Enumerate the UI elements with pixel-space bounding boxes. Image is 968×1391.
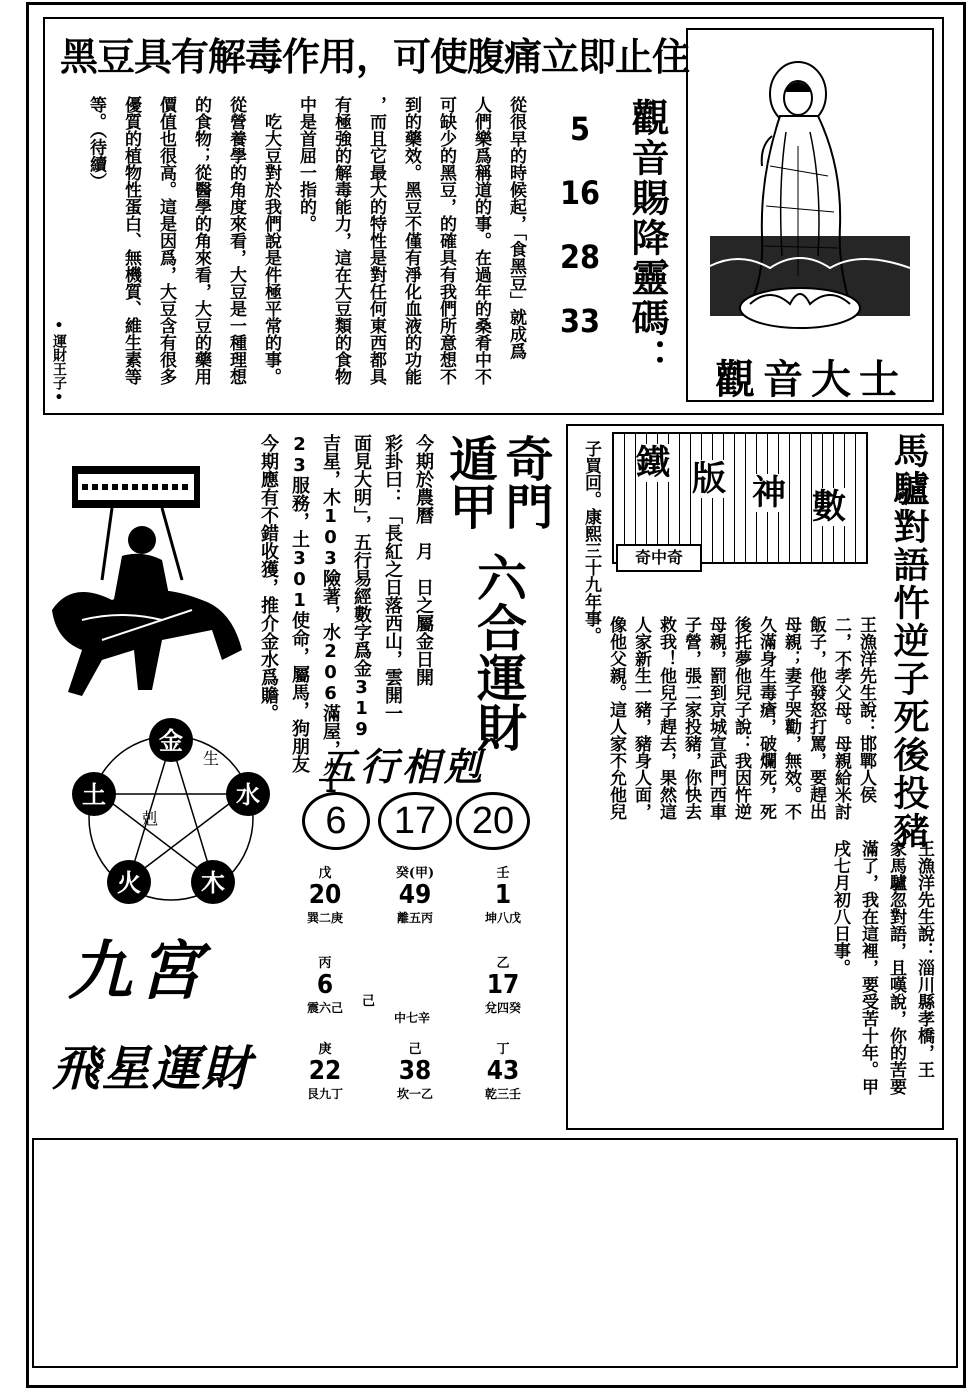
mailu-body xyxy=(800,840,936,1120)
qimen-subtitle: 六合運財 xyxy=(469,552,527,752)
wuxing-element: 水 xyxy=(236,781,260,809)
wuxing-diagram xyxy=(58,710,284,920)
jiugong-cell-top: 癸(甲) xyxy=(395,866,435,881)
guanyin-number: 16 xyxy=(559,174,601,212)
jiugong-cell xyxy=(380,862,450,926)
wuxing-title: 五行相剋 xyxy=(318,745,487,789)
tieban-col-3: 飯子，他發怒打罵，要趕出 xyxy=(806,616,826,820)
jiugong-cell-number: 20 xyxy=(308,880,342,910)
qimen-col-6: 今期應有不錯收獲，推介金水爲贍。 xyxy=(258,434,279,722)
top-article-body xyxy=(60,96,528,408)
jiugong-cell-bottom: 坎一乙 xyxy=(396,1087,433,1101)
mailu-col-2: 家馬驢忽對語，且嘆說，你的苦要 xyxy=(886,840,906,1095)
jiugong-cell-top: 丁 xyxy=(496,1042,510,1057)
tieban-col-4: 母親；妻子哭勸，無效。不 xyxy=(781,616,801,820)
jiugong-cell-bottom: 巽二庚 xyxy=(306,911,343,925)
top-article-headline: 黑豆具有解毒作用，可使腹痛立即止住 xyxy=(60,35,690,79)
tieban-col-12: 子買回。康熙三十九年事。 xyxy=(581,440,601,644)
tieban-tag: 奇中奇 xyxy=(616,544,702,572)
mailu-col-3: 滿了，我在這裡，要受苦十年。甲 xyxy=(858,840,878,1095)
tieban-col-10: 人家新生一豬，豬身人面， xyxy=(631,616,651,820)
tieban-body xyxy=(578,436,878,826)
qimen-title-a: 奇門 xyxy=(497,434,553,530)
wuxing-element: 火 xyxy=(117,869,141,897)
jiugong-cell-bottom: 乾三壬 xyxy=(484,1087,521,1101)
jiugong-cell xyxy=(468,1038,538,1102)
jiugong-cell-number: 1 xyxy=(494,880,512,910)
tieban-col-6: 後托夢他兒子說：我因忤逆 xyxy=(731,616,751,820)
wuxing-element: 木 xyxy=(201,869,225,897)
jiugong-cell xyxy=(380,1038,450,1102)
top-article-byline: •運財王子• xyxy=(51,318,67,406)
top-article-col-6: 有極強的解毒能力，這在大豆類的食物 xyxy=(331,96,351,385)
jiugong-cell xyxy=(468,952,538,1016)
jiugong-cell xyxy=(290,952,360,1016)
mailu-col-1: 王漁洋先生說：淄川縣孝橋，王 xyxy=(914,840,934,1078)
jiugong-cell xyxy=(362,952,432,1026)
qimen-title-b: 遁甲 xyxy=(441,434,497,530)
top-article-col-2: 人們樂爲稱道的事。在過年的桑肴中不 xyxy=(471,96,491,385)
top-article-col-11: 價值也很高。這是因爲，大豆含有很多 xyxy=(156,96,176,385)
jiugong-cell-top: 庚 xyxy=(318,1042,332,1057)
jiugong-cell-number: 49 xyxy=(398,880,432,910)
bottom-empty-box xyxy=(32,1138,958,1368)
wuxing-number-circle: 17 xyxy=(378,792,452,850)
guanyin-number: 28 xyxy=(559,238,601,276)
guanyin-caption: 觀音大士 xyxy=(715,357,907,403)
top-article-col-5: ，而且它最大的特性是對任何東西都具 xyxy=(366,96,386,385)
jiugong-cell-number: 17 xyxy=(486,970,520,1000)
qimen-col-4: 吉星，木103險著，水206滿屋，火1 xyxy=(320,434,341,797)
tieban-col-2: 二，不孝父母。母親給米討 xyxy=(831,616,851,820)
qimen-col-5: 23服務，土301使命，屬馬，狗朋友 xyxy=(289,434,310,773)
jiugong-cell-top: 丙 xyxy=(318,956,332,971)
jiugong-cell-top: 戊 xyxy=(318,866,332,881)
top-article-col-3: 可缺少的黑豆，的確具有我們所意想不 xyxy=(436,96,456,385)
jiugong-cell-number: 22 xyxy=(308,1056,342,1086)
qimen-col-1: 今期於農曆 月 日之屬金日開 xyxy=(413,434,434,686)
tieban-col-5: 久滿身生毒瘡，破爛死，死 xyxy=(756,616,776,820)
qimen-title xyxy=(442,434,552,546)
top-article-col-8: 吃大豆對於我們說是件極平常的事。 xyxy=(261,96,281,385)
tieban-char: 鐵 xyxy=(636,443,670,483)
jiugong-cell-bottom: 兌四癸 xyxy=(484,1001,521,1015)
wuxing-ke-label: 剋 xyxy=(142,809,159,828)
jiugong-cell-bottom: 震六己 xyxy=(306,1001,343,1015)
wuxing-number-circle: 6 xyxy=(302,792,370,850)
tieban-char: 版 xyxy=(692,459,726,499)
tieban-char: 數 xyxy=(812,487,846,527)
jiugong-cell-bottom: 坤八戊 xyxy=(484,911,521,925)
tieban-col-7: 母親，罰到京城宣武門西車 xyxy=(706,616,726,820)
tieban-col-9: 救我！他兒子趕去，果然這 xyxy=(656,616,676,820)
qimen-col-3: 面見大明」，五行易經數字爲金319 xyxy=(351,434,372,740)
jiugong-cell-bottom: 中七辛 xyxy=(393,1011,430,1025)
jiugong-cell xyxy=(290,862,360,926)
top-article-col-1: 從很早的時候起，「食黑豆」就成爲 xyxy=(506,96,526,360)
jiugong-cell-top: 己 xyxy=(362,994,376,1009)
wuxing-number-circle: 20 xyxy=(456,792,530,850)
guanyin-number: 33 xyxy=(559,302,601,340)
jiugong-cell-top: 乙 xyxy=(496,956,510,971)
horse-rider-icon xyxy=(42,460,254,700)
jiugong-cell xyxy=(290,1038,360,1102)
tieban-col-1: 王漁洋先生說：邯鄲人侯 xyxy=(856,616,876,803)
wuxing-element: 土 xyxy=(82,781,106,809)
jiugong-grid xyxy=(290,862,550,1122)
top-article-col-4: 到的藥效。黑豆不僅有淨化血液的功能 xyxy=(401,96,421,385)
jiugong-cell-bottom: 艮九丁 xyxy=(306,1087,343,1101)
top-article-col-10: 的食物；從醫學的角來看，大豆的藥用 xyxy=(191,96,211,385)
top-article-col-7: 中是首屈一指的。 xyxy=(296,96,316,232)
tieban-col-11: 像他父親。這人家不允他兒 xyxy=(606,616,626,820)
jiugong-cell-top: 己 xyxy=(408,1042,422,1057)
guanyin-title: 觀音賜降靈碼： xyxy=(625,98,669,378)
jiugong-cell-number: 6 xyxy=(316,970,334,1000)
jiugong-title: 九宮 xyxy=(68,934,208,1009)
tieban-char: 神 xyxy=(752,473,786,513)
mailu-title: 馬驢對語忤逆子死後投豬 xyxy=(888,432,929,850)
jiugong-cell-top: 壬 xyxy=(496,866,510,881)
jiugong-subtitle: 飛星運財 xyxy=(52,1041,253,1097)
mailu-col-4: 戌七月初八日事。 xyxy=(830,840,850,976)
top-article-col-12: 優質的植物性蛋白、無機質、維生素等 xyxy=(121,96,141,385)
qimen-col-2: 彩卦曰：「長紅之日落西山，雲開一 xyxy=(382,434,403,722)
tieban-col-8: 子營，張二家投豬，你快去 xyxy=(681,616,701,820)
jiugong-cell-number: 43 xyxy=(486,1056,520,1086)
top-article-col-13: 等。（待續） xyxy=(86,96,106,190)
guanyin-numbers xyxy=(550,110,610,366)
wuxing-element: 金 xyxy=(159,727,183,755)
jiugong-cell xyxy=(468,862,538,926)
guanyin-number: 5 xyxy=(569,110,591,148)
guanyin-figure-icon xyxy=(700,36,920,336)
jiugong-cell-number: 38 xyxy=(398,1056,432,1086)
wuxing-sheng-label: 生 xyxy=(203,749,220,768)
top-article-col-9: 從營養學的角度來看，大豆是一種理想 xyxy=(226,96,246,385)
jiugong-cell-bottom: 離五丙 xyxy=(396,911,433,925)
